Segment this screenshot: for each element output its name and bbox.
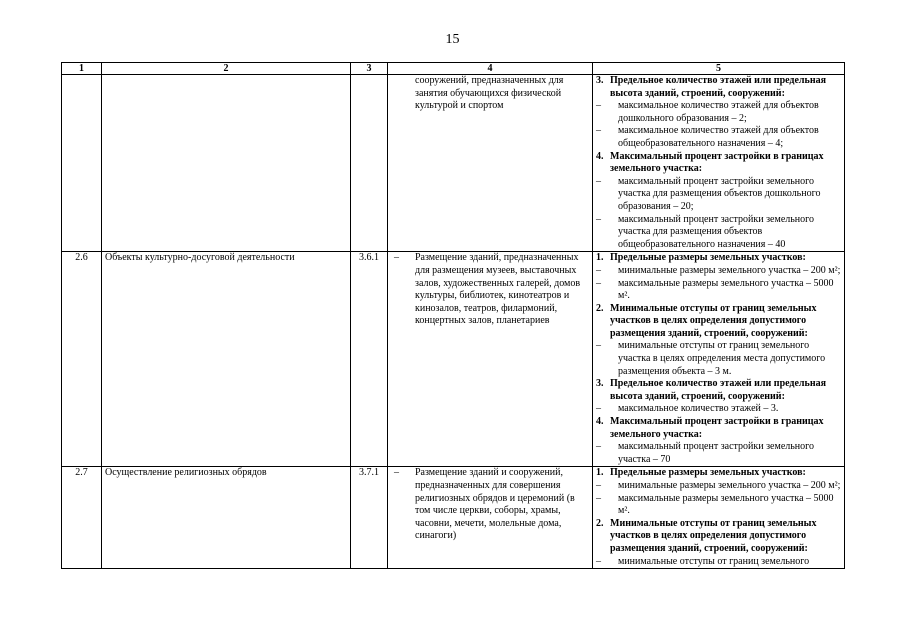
parameter-value-text: максимальный процент застройки земельного участка для размещения объектов общеобразовательного назначения – 40 [618, 213, 815, 250]
header-row [62, 63, 845, 75]
header-cell-3: 3 [351, 63, 388, 75]
description-text: Размещение зданий, предназначенных для размещения музеев, выставочных залов, художественных галерей, домов культуры, библиотек, кинотеатров и кинозалов, театров, филармоний, концертных залов, планетариев [415, 252, 581, 327]
parameter-value-text: максимальные размеры земельного участка – 5000 м². [618, 492, 834, 517]
parameter-number: 2. [596, 517, 604, 529]
parameter-value-text: минимальные размеры земельного участка – 200 м²; [618, 264, 841, 276]
header-cell-4: 4 [388, 63, 593, 75]
row-number: 2.7 [62, 467, 102, 569]
dash-marker: – [394, 467, 399, 479]
dash-marker: – [596, 125, 601, 137]
use-code [351, 75, 388, 252]
parameter-value-text: максимальный процент застройки земельного участка для размещения объектов дошкольного образования – 20; [618, 175, 821, 212]
parameter-number: 2. [596, 302, 604, 314]
dash-marker: – [596, 441, 601, 453]
parameter-value [596, 125, 841, 150]
parameter-heading-text: Предельное количество этажей или предельная высота зданий, строений, сооружений: [610, 378, 827, 402]
parameter-value-text: минимальные размеры земельного участка – 200 м²; [618, 480, 841, 491]
parameter-heading [596, 151, 841, 176]
use-description [388, 467, 593, 569]
use-type-name [102, 75, 351, 252]
parameter-heading-text: Предельные размеры земельных участков: [610, 252, 806, 264]
row-number [62, 75, 102, 252]
parameter-value [596, 493, 841, 518]
parameter-value-text: минимальные отступы от границ земельного участка в целях определения места допустимого размещения объекта – 3 м. [618, 340, 826, 377]
dash-marker: – [596, 403, 601, 415]
header-cell-2: 2 [102, 63, 351, 75]
parameter-value-text: максимальное количество этажей для объектов общеобразовательного назначения – 4; [618, 125, 819, 149]
table-row [62, 75, 845, 252]
description-text: Размещение зданий и сооружений, предназначенных для совершения религиозных обрядов и церемоний (в том числе церкви, соборы, храмы, часовни, мечети, молельные дома, синагоги) [415, 467, 575, 542]
parameter-heading [596, 252, 841, 265]
parameter-value [596, 340, 841, 378]
parameter-heading-text: Предельное количество этажей или предельная высота зданий, строений, сооружений: [610, 75, 827, 99]
parameter-heading [596, 416, 841, 441]
table-row [62, 252, 845, 467]
parameter-heading [596, 518, 841, 556]
parameters-cell [593, 75, 845, 252]
use-type-name: Осуществление религиозных обрядов [102, 467, 351, 569]
parameter-heading-text: Предельные размеры земельных участков: [610, 467, 806, 479]
parameter-value [596, 403, 841, 416]
header-cell-1: 1 [62, 63, 102, 75]
dash-marker: – [596, 555, 601, 567]
parameter-number: 4. [596, 150, 604, 162]
use-description [388, 75, 593, 252]
page-number: 15 [445, 32, 460, 47]
dash-marker: – [596, 175, 601, 187]
parameter-number: 1. [596, 252, 604, 264]
parameter-value-text: максимальный процент застройки земельного участка – 70 [618, 441, 815, 465]
use-description [388, 252, 593, 467]
use-code: 3.7.1 [351, 467, 388, 569]
use-code: 3.6.1 [351, 252, 388, 467]
parameter-value [596, 278, 841, 303]
parameter-value-text: максимальные размеры земельного участка – 5000 м². [618, 277, 834, 302]
parameter-heading-text: Максимальный процент застройки в границах земельного участка: [610, 416, 824, 440]
parameter-heading-text: Максимальный процент застройки в границах земельного участка: [610, 150, 824, 175]
parameter-value [596, 265, 841, 278]
parameter-value [596, 441, 841, 466]
parameter-heading [596, 75, 841, 100]
parameter-value-text: минимальные отступы от границ земельного [618, 555, 810, 567]
row-number: 2.6 [62, 252, 102, 467]
dash-marker: – [394, 252, 399, 264]
parameters-cell [593, 252, 845, 467]
use-type-name: Объекты культурно-досуговой деятельности [102, 252, 351, 467]
dash-marker: – [596, 277, 601, 289]
dash-marker: – [596, 340, 601, 352]
parameter-value-text: максимальное количество этажей – 3. [618, 403, 779, 415]
table-row [62, 467, 845, 569]
parameter-number: 4. [596, 416, 604, 428]
parameter-value-text: максимальное количество этажей для объектов дошкольного образования – 2; [618, 100, 819, 124]
description-text: сооружений, предназначенных для занятия обучающихся физической культурой и спортом [415, 75, 564, 112]
parameter-value [596, 556, 841, 569]
dash-marker: – [596, 100, 601, 112]
parameter-heading [596, 378, 841, 403]
dash-marker: – [596, 492, 601, 504]
parameter-heading-text: Минимальные отступы от границ земельных участков в целях определения допустимого размещения зданий, строений, сооружений: [610, 517, 817, 554]
dash-marker: – [596, 213, 601, 225]
dash-marker: – [596, 480, 601, 491]
parameter-value [596, 176, 841, 214]
parameter-value [596, 100, 841, 125]
parameter-value [596, 214, 841, 252]
table-body [62, 75, 845, 569]
parameter-heading [596, 303, 841, 341]
parameter-number: 3. [596, 378, 604, 390]
parameter-heading [596, 467, 841, 480]
zoning-table [61, 62, 845, 569]
parameter-heading-text: Минимальные отступы от границ земельных участков в целях определения допустимого размещения зданий, строений, сооружений: [610, 302, 817, 339]
parameter-number: 1. [596, 467, 604, 479]
parameter-number: 3. [596, 75, 604, 86]
parameter-value [596, 480, 841, 493]
parameters-cell [593, 467, 845, 569]
dash-marker: – [596, 264, 601, 276]
header-cell-5: 5 [593, 63, 845, 75]
